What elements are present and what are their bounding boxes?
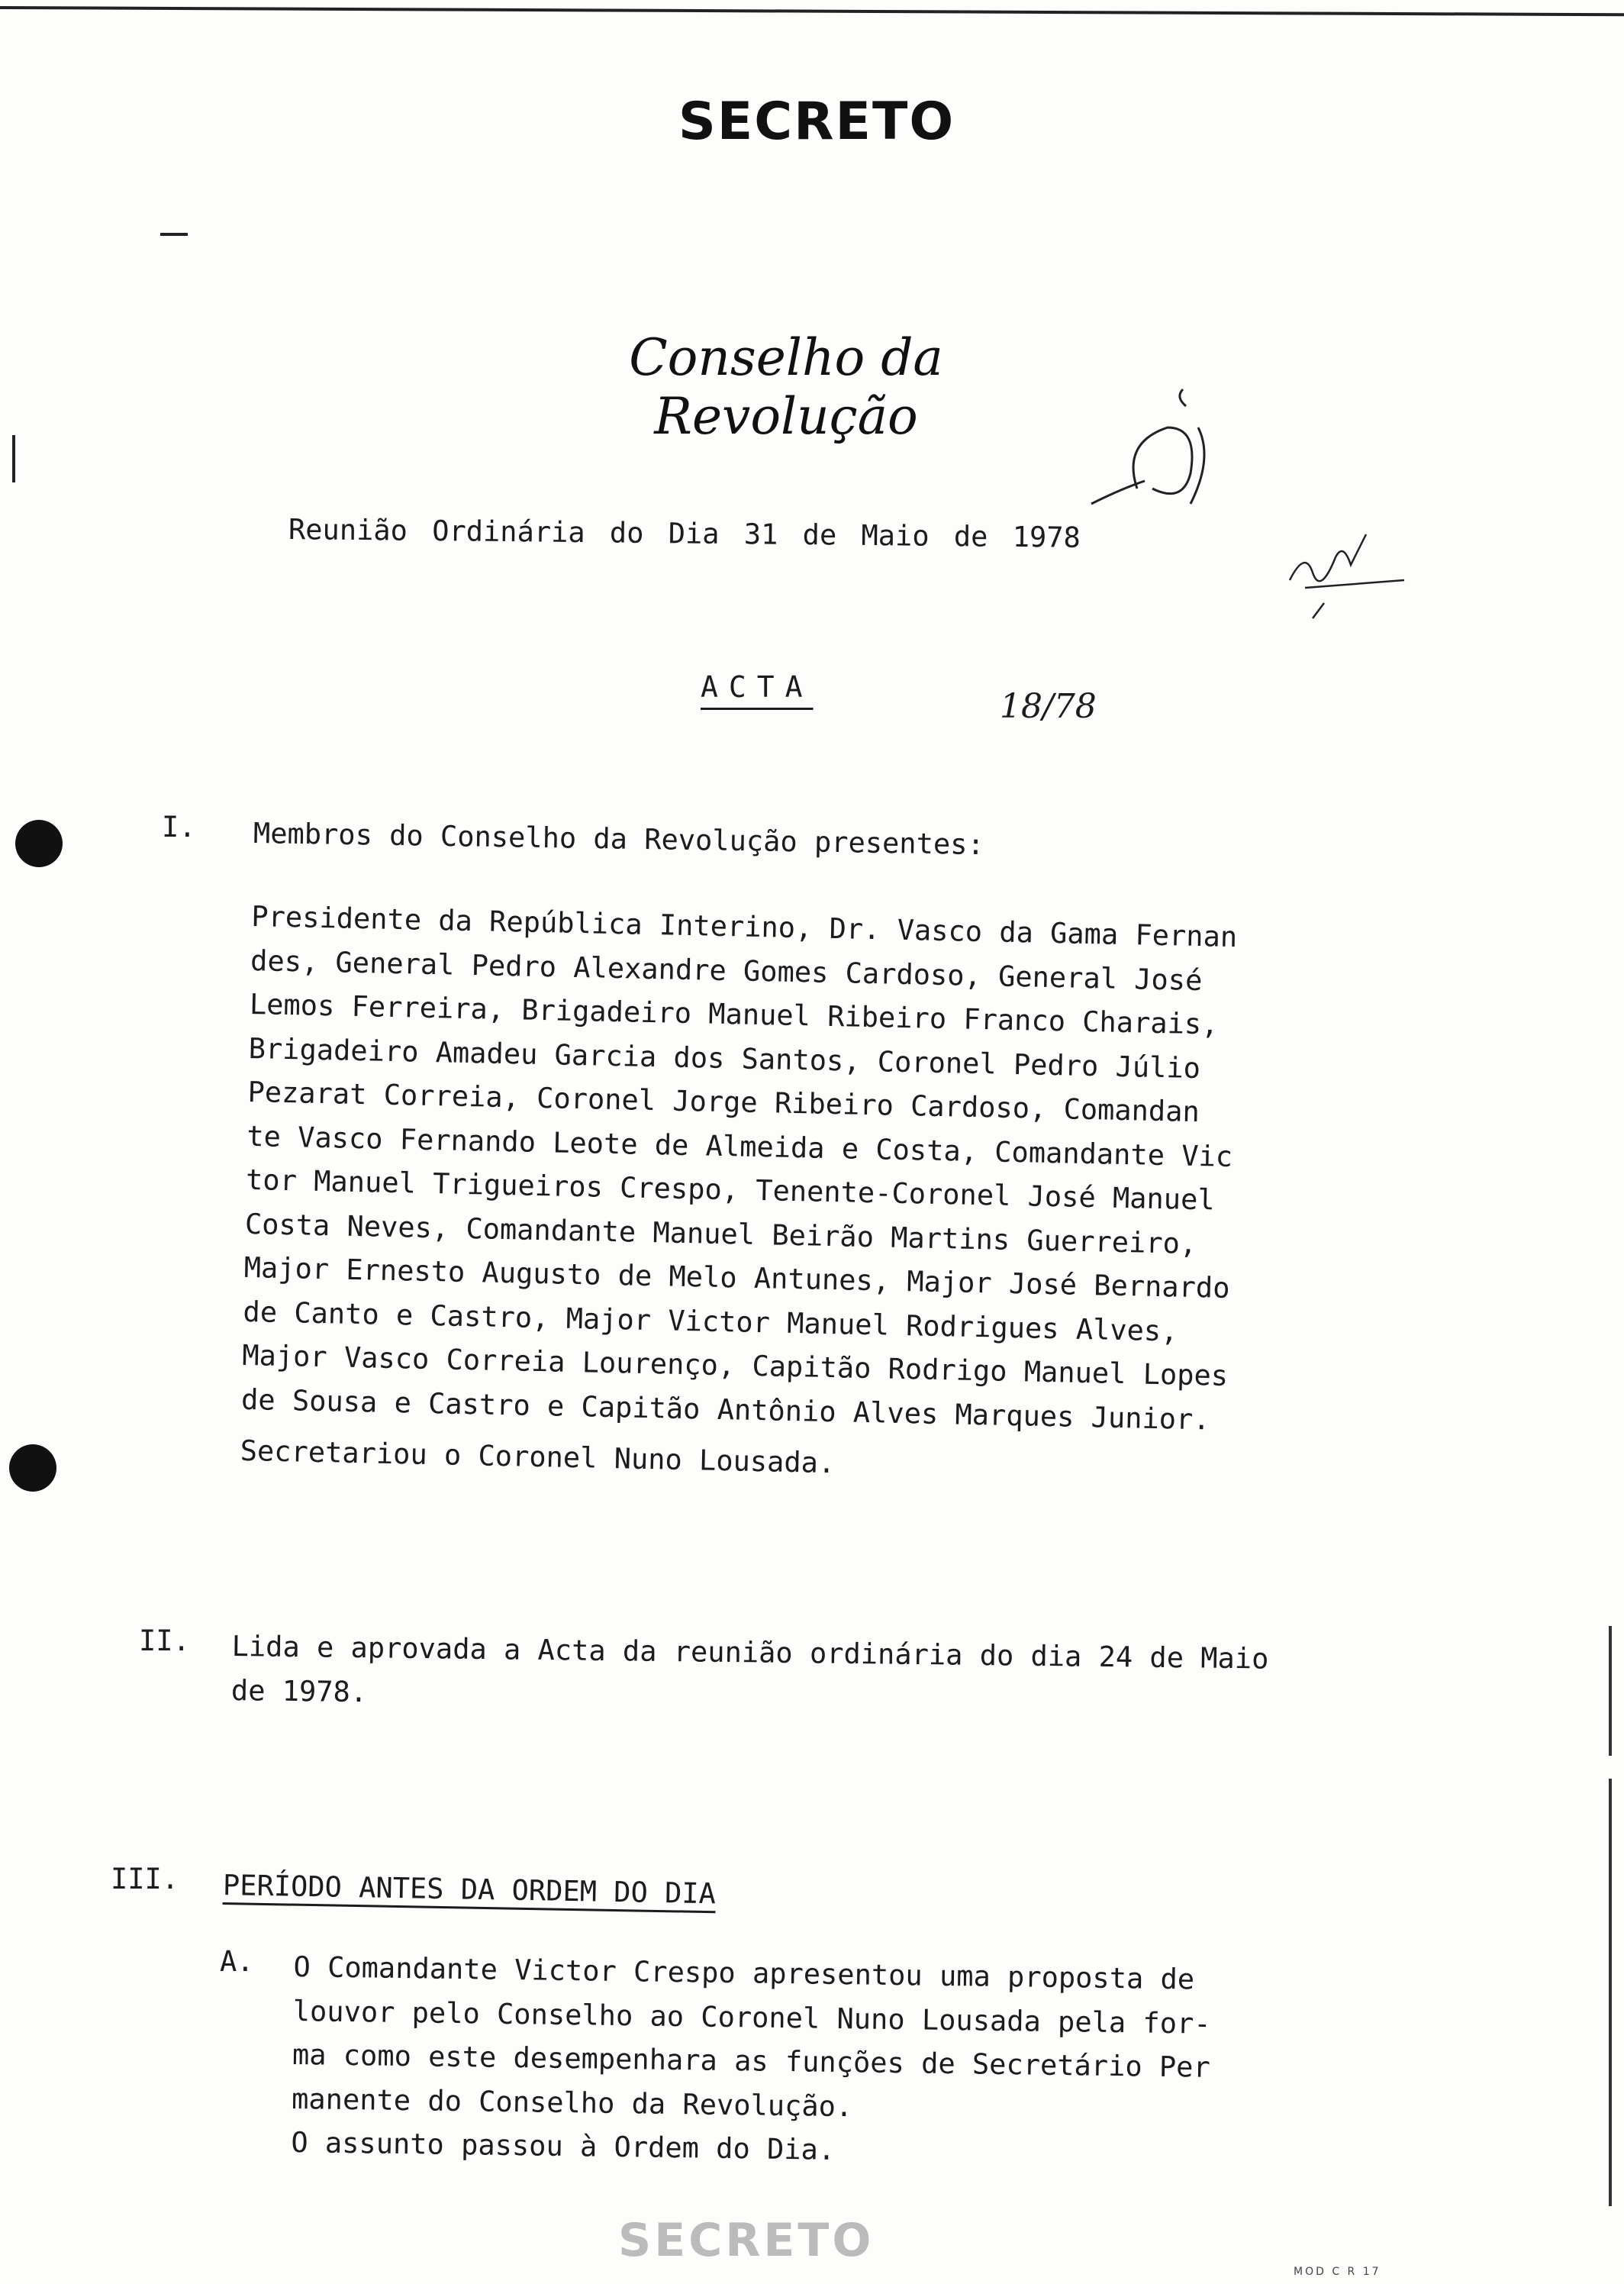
text-line: Lida e aprovada a Acta da reunião ordinária do dia 24 de Maio bbox=[231, 1629, 1269, 1676]
organization-heading: Conselho da Revolução bbox=[629, 328, 943, 446]
item-text bbox=[291, 1945, 1212, 2177]
section-numeral: I. bbox=[162, 811, 196, 844]
section-title: Membros do Conselho da Revolução presentes: bbox=[253, 817, 985, 862]
margin-dash bbox=[160, 233, 188, 236]
text-line: Costa Neves, Comandante Manuel Beirão Martins Guerreiro, bbox=[244, 1207, 1197, 1260]
text-line: manente do Conselho da Revolução. bbox=[291, 2082, 853, 2123]
secretary-line: Secretariou o Coronel Nuno Lousada. bbox=[240, 1434, 836, 1480]
text-line: louvor pelo Conselho ao Coronel Nuno Lousada pela for- bbox=[292, 1994, 1211, 2040]
text-line: Presidente da República Interino, Dr. Vasco da Gama Fernan bbox=[250, 899, 1238, 954]
text-line: O Comandante Victor Crespo apresentou uma proposta de bbox=[293, 1950, 1195, 1996]
classification-stamp-bottom: SECRETO bbox=[618, 2214, 875, 2267]
margin-scan-line bbox=[1609, 1626, 1612, 1756]
text-line: de Sousa e Castro e Capitão Antônio Alves Marques Junior. bbox=[240, 1382, 1211, 1436]
text-line: tor Manuel Trigueiros Crespo, Tenente-Coronel José Manuel bbox=[245, 1163, 1216, 1217]
members-list bbox=[240, 895, 1238, 1493]
acta-label: ACTA bbox=[701, 670, 814, 704]
text-line: Major Ernesto Augusto de Melo Antunes, Major José Bernardo bbox=[243, 1250, 1230, 1305]
text-line: de 1978. bbox=[230, 1673, 368, 1708]
section-numeral: II. bbox=[139, 1624, 190, 1657]
text-line: O assunto passou à Ordem do Dia. bbox=[291, 2125, 836, 2166]
meeting-line: Reunião Ordinária do Dia 31 de Maio de 1978 bbox=[288, 513, 1081, 554]
top-border-line bbox=[0, 6, 1624, 16]
form-code: MOD C R 17 bbox=[1294, 2266, 1381, 2278]
text-line: Pezarat Correia, Coronel Jorge Ribeiro Cardoso, Comandan bbox=[247, 1075, 1200, 1129]
text-line: de Canto e Castro, Major Victor Manuel Rodrigues Alves, bbox=[243, 1295, 1178, 1348]
text-line: Major Vasco Correia Lourenço, Capitão Rodrigo Manuel Lopes bbox=[241, 1338, 1229, 1392]
acta-number: 18/78 bbox=[1000, 687, 1097, 726]
binder-hole-lower bbox=[9, 1444, 56, 1492]
text-line: te Vasco Fernando Leote de Almeida e Costa, Comandante Vic bbox=[246, 1119, 1233, 1173]
binder-hole-upper bbox=[15, 820, 63, 867]
text-line: Lemos Ferreira, Brigadeiro Manuel Ribeiro Franco Charais, bbox=[249, 987, 1219, 1041]
classification-stamp-top: SECRETO bbox=[678, 92, 955, 152]
text-line: ma como este desempenhara as funções de Secretário Per bbox=[292, 2037, 1211, 2084]
margin-scan-line bbox=[1609, 1779, 1612, 2206]
text-line: des, General Pedro Alexandre Gomes Cardoso, General José bbox=[250, 944, 1203, 997]
item-letter: A. bbox=[220, 1945, 254, 1978]
section-title: PERÍODO ANTES DA ORDEM DO DIA bbox=[222, 1869, 717, 1911]
text-line: Brigadeiro Amadeu Garcia dos Santos, Coronel Pedro Júlio bbox=[248, 1031, 1201, 1085]
margin-mark bbox=[12, 435, 15, 482]
handwritten-initials bbox=[1274, 527, 1412, 634]
approval-text bbox=[231, 1624, 1269, 1725]
section-numeral: III. bbox=[111, 1863, 179, 1895]
